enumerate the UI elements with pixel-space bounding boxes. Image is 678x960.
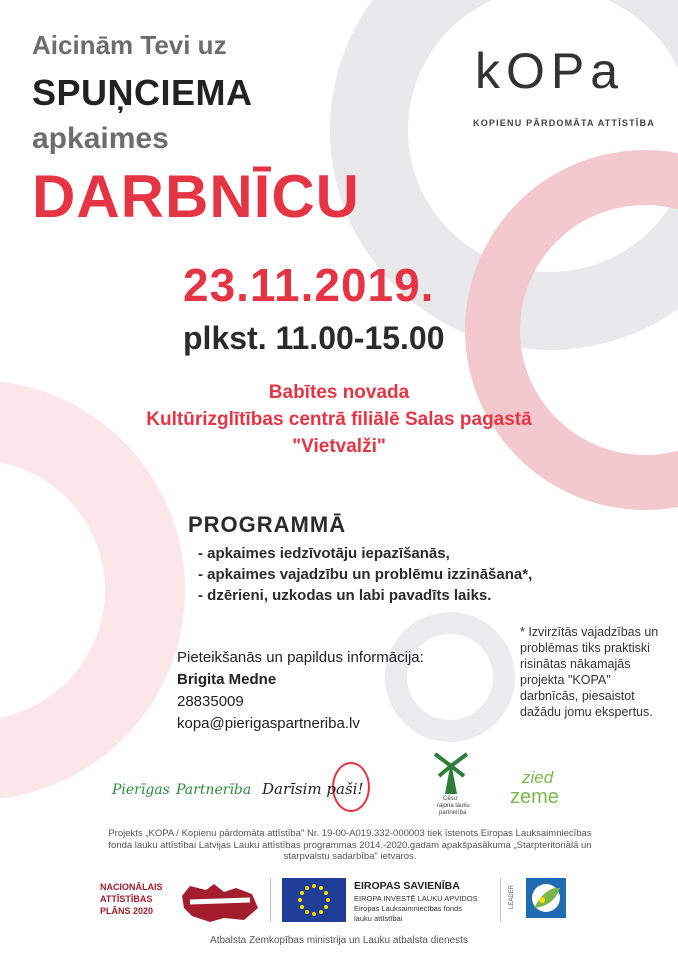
zeme-word: zeme bbox=[510, 786, 559, 808]
pierigas-word: Pierīgas bbox=[112, 782, 170, 798]
cesu-line-2: rajona lauku bbox=[437, 803, 470, 809]
venue-line-3: "Vietvalži" bbox=[292, 436, 386, 457]
eu-line-3: lauku attīstībai bbox=[354, 914, 403, 923]
contact-label: Pieteikšanās un papildus informācija: bbox=[177, 649, 424, 666]
venue-line-1: Babītes novada bbox=[268, 382, 410, 403]
kopa-logo bbox=[470, 40, 655, 135]
windmill-icon bbox=[431, 752, 471, 796]
title-darbnicu: DARBNĪCU bbox=[32, 163, 360, 230]
eu-flag-icon bbox=[282, 878, 346, 922]
darisim-pasi-logo bbox=[262, 762, 402, 812]
nap-line-2: ATTĪSTĪBAS bbox=[100, 894, 153, 904]
zied-word: zied bbox=[522, 768, 554, 787]
eu-title: EIROPAS SAVIENĪBA bbox=[354, 880, 460, 892]
contact-block bbox=[177, 647, 424, 735]
programme-item: - dzērieni, uzkodas un labi pavadīts laiks. bbox=[198, 587, 492, 604]
cesu-line-1: Cēsu bbox=[443, 796, 458, 802]
eu-line-1: EIROPA INVESTĒ LAUKU APVIDOS bbox=[354, 894, 478, 903]
intro-line: Aicinām Tevi uz bbox=[32, 30, 227, 60]
eu-line-2: Eiropas Lauksaimniecības fonds bbox=[354, 904, 462, 913]
latvia-map-icon bbox=[180, 882, 260, 924]
partneriba-word: Partnerība bbox=[176, 782, 252, 798]
leader-logo bbox=[510, 876, 570, 924]
nap2020-logo bbox=[100, 880, 260, 928]
cesu-line-3: partnerība bbox=[439, 810, 467, 816]
kopa-tagline: KOPIENU PĀRDOMĀTA ATTĪSTĪBA bbox=[473, 118, 655, 128]
project-text: Projekts „KOPA / Kopienu pārdomāta attīstība" Nr. 19-00-A019.332-000003 tiek īstenots Eiropas Lauksaimniecības fonda lauku attīstībai Latvijas Lauku attīstības programmas 2014.-2020.gadam apakšpasākuma „Starpteritoriālā un starpvalstu sadarbība" ietvaros. bbox=[108, 828, 592, 862]
cesu-partneriba-logo bbox=[425, 752, 485, 822]
contact-name: Brigita Medne bbox=[177, 671, 277, 688]
event-time: plkst. 11.00-15.00 bbox=[183, 320, 445, 356]
support-text: Atbalsta Zemkopības ministrija un Lauku atbalsta dienests bbox=[210, 935, 468, 946]
contact-email[interactable]: kopa@pierigaspartneriba.lv bbox=[177, 715, 360, 732]
nap-line-1: NACIONĀLAIS bbox=[100, 882, 163, 892]
footnote: * Izvirzītās vajadzības un problēmas tiks praktiski risinātas nākamajās projekta "KOPA" darbnīcās, piesaistot dažādu jomu ekspertus. bbox=[520, 625, 659, 719]
nap-line-3: PLĀNS 2020 bbox=[100, 906, 154, 916]
programme-item: - apkaimes vajadzību un problēmu izzināšana*, bbox=[198, 566, 533, 583]
divider-line bbox=[270, 878, 271, 922]
eu-logo bbox=[282, 878, 482, 926]
title-apkaimes: apkaimes bbox=[32, 122, 169, 155]
programme-item: - apkaimes iedzīvotāju iepazīšanās, bbox=[198, 545, 450, 562]
event-date: 23.11.2019. bbox=[183, 259, 435, 311]
zied-zeme-logo bbox=[510, 768, 580, 814]
darisim-text: Darīsim paši! bbox=[262, 780, 364, 798]
kopa-wordmark: kOPa bbox=[475, 43, 625, 99]
venue-line-2: Kultūrizglītības centrā filiālē Salas pagastā bbox=[146, 409, 532, 430]
divider-line bbox=[500, 878, 501, 922]
leader-leaf-icon bbox=[526, 878, 566, 918]
contact-phone: 28835009 bbox=[177, 693, 244, 710]
title-spunciema: SPUŅCIEMA bbox=[32, 72, 253, 113]
pierigas-partneriba-logo bbox=[112, 780, 252, 810]
programme-heading: PROGRAMMĀ bbox=[188, 512, 347, 537]
leader-label: LEADER bbox=[509, 884, 516, 910]
